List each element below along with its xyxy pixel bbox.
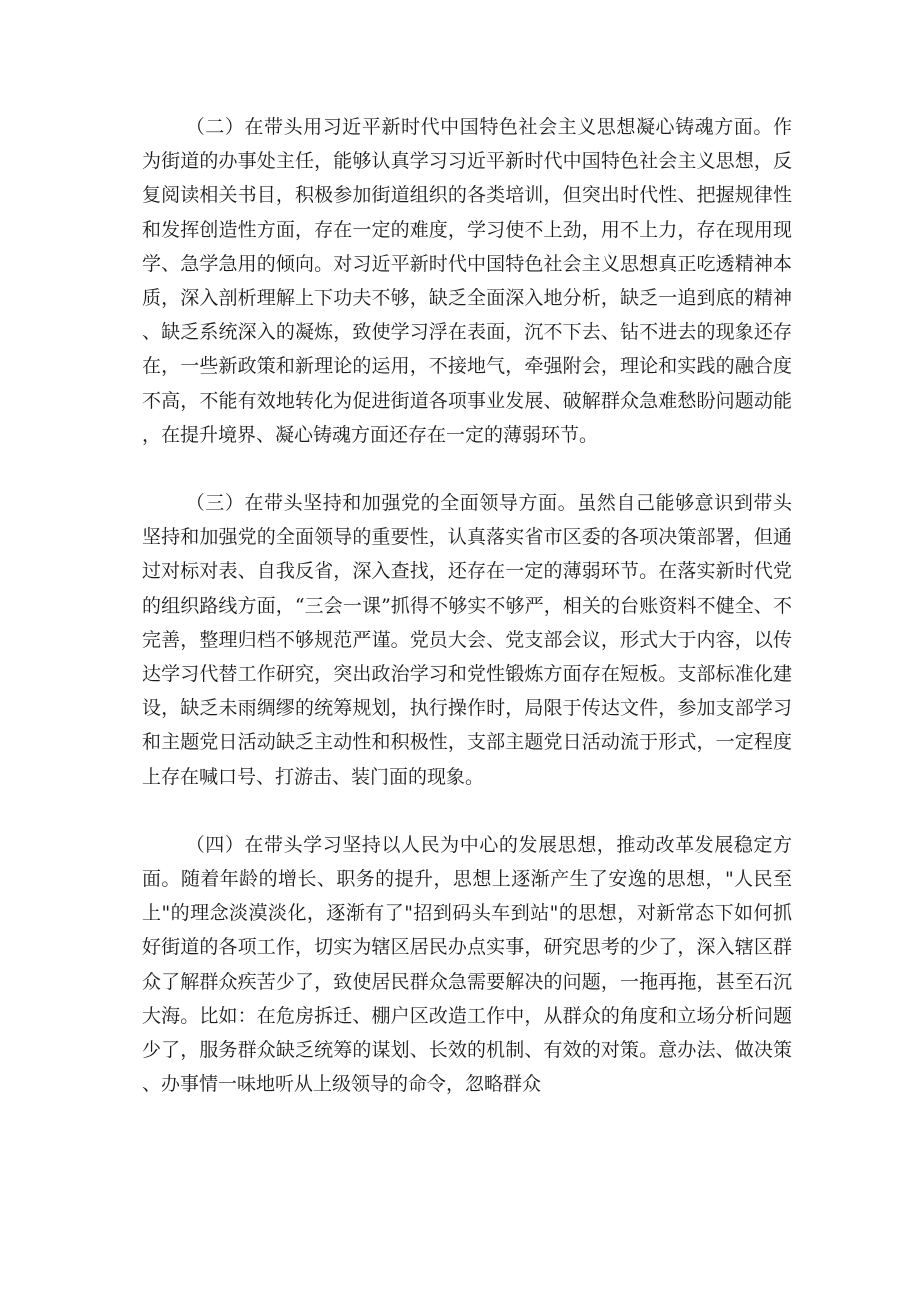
paragraph-section-4: （四）在带头学习坚持以人民为中心的发展思想，推动改革发展稳定方面。随着年龄的增长、职务的提升，思想上逐渐产生了安逸的思想，"人民至上"的理念淡漠淡化，逐渐有了"招到码头车到站"的思想，对新常态下如何抓好街道的各项工作，切实为辖区居民办点实事，研究思考的少了，深入辖区群众了解群众疾苦少了，致使居民群众急需要解决的问题，一拖再拖，甚至石沉大海。比如：在危房拆迁、棚户区改造工作中，从群众的角度和立场分析问题少了，服务群众缺乏统筹的谋划、长效的机制、有效的对策。意办法、做决策、办事情一味地听从上级领导的命令，忽略群众 [142, 833, 792, 1096]
paragraph-section-2: （二）在带头用习近平新时代中国特色社会主义思想凝心铸魂方面。作为街道的办事处主任，能够认真学习习近平新时代中国特色社会主义思想，反复阅读相关书目，积极参加街道组织的各类培训，但突出时代性、把握规律性和发挥创造性方面，存在一定的难度，学习使不上劲，用不上力，存在现用现学、急学急用的倾向。对习近平新时代中国特色社会主义思想真正吃透精神本质，深入剖析理解上下功夫不够，缺乏全面深入地分析，缺乏一追到底的精神、缺乏系统深入的凝炼，致使学习浮在表面，沉不下去、钻不进去的现象还存在，一些新政策和新理论的运用，不接地气，牵强附会，理论和实践的融合度不高，不能有效地转化为促进街道各项事业发展、破解群众急难愁盼问题动能，在提升境界、凝心铸魂方面还存在一定的薄弱环节。 [142, 116, 792, 446]
document-body [142, 110, 792, 1101]
paragraph-section-3: （三）在带头坚持和加强党的全面领导方面。虽然自己能够意识到带头坚持和加强党的全面领导的重要性，认真落实省市区委的各项决策部署，但通过对标对表、自我反省，深入查找，还存在一定的薄弱环节。在落实新时代党的组织路线方面，“三会一课”抓得不够实不够严，相关的台账资料不健全、不完善，整理归档不够规范严谨。党员大会、党支部会议，形式大于内容，以传达学习代替工作研究，突出政治学习和党性锻炼方面存在短板。支部标准化建设，缺乏未雨绸缪的统筹规划，执行操作时，局限于传达文件，参加支部学习和主题党日活动缺乏主动性和积极性，支部主题党日活动流于形式，一定程度上存在喊口号、打游击、装门面的现象。 [142, 492, 792, 788]
